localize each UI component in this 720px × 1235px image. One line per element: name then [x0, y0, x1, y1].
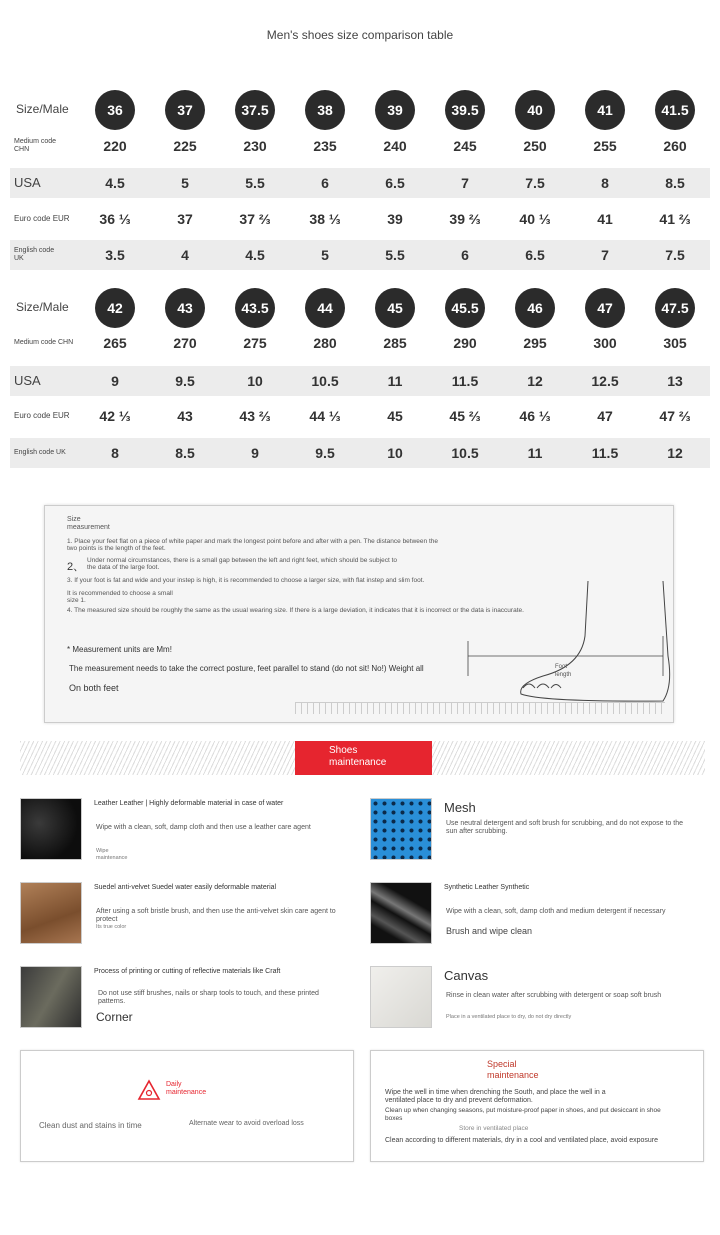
size-cell: 37 [177, 211, 193, 227]
size-header-row [10, 88, 710, 132]
material-note: Wipe maintenance [96, 848, 128, 861]
size-cell: 240 [383, 138, 407, 154]
material-title: Suedel anti-velvet Suedel water easily deformable material [94, 884, 277, 891]
size-cell: 36 ⅓ [99, 211, 131, 227]
size-cell: 6.5 [385, 175, 405, 191]
size-cell: 290 [453, 335, 477, 351]
size-cell: 295 [523, 335, 547, 351]
size-cell: 6 [461, 247, 469, 263]
measurement-heading: Size [67, 516, 81, 523]
size-row [10, 438, 710, 468]
size-circle [640, 90, 710, 130]
size-cell: 225 [173, 138, 197, 154]
size-cell: 9 [251, 445, 259, 461]
material-body: Wipe with a clean, soft, damp cloth and medium detergent if necessary [446, 908, 666, 915]
material-body: Do not use stiff brushes, nails or sharp tools to touch, and these printed patterns. [98, 990, 319, 1006]
special-line-3: Store in ventilated place [459, 1125, 529, 1132]
row-label: Medium code CHN [14, 339, 74, 347]
size-row [10, 168, 710, 198]
size-cell: 47 ⅔ [659, 408, 691, 424]
size-cell: 11 [387, 373, 403, 389]
size-cell: 3.5 [105, 247, 125, 263]
size-cell: 245 [453, 138, 477, 154]
size-value: 43 [165, 288, 205, 328]
size-cell: 235 [313, 138, 337, 154]
material-item [20, 966, 360, 1032]
size-value: 46 [515, 288, 555, 328]
size-cell: 39 [387, 211, 403, 227]
special-line-1: Wipe the well in time when drenching the South, and place the well in a ventilated place to dry and prevent deformation. [385, 1089, 606, 1105]
size-cell: 220 [103, 138, 127, 154]
size-value: 41 [585, 90, 625, 130]
measurement-step-2-num: 2、 [67, 561, 85, 573]
size-cell: 6.5 [525, 247, 545, 263]
size-cell: 275 [243, 335, 267, 351]
size-cell: 5 [181, 175, 189, 191]
size-cell: 12 [667, 445, 683, 461]
material-note: Place in a ventilated place to dry, do not dry directly [446, 1014, 572, 1020]
size-cell: 230 [243, 138, 267, 154]
mesh-swatch [370, 798, 432, 860]
size-cell: 9 [111, 373, 119, 389]
size-cell: 285 [383, 335, 407, 351]
material-note: Corner [96, 1010, 133, 1024]
size-circle [150, 90, 220, 130]
size-cell: 46 ⅓ [519, 408, 551, 424]
material-note: Its true color [96, 924, 127, 930]
daily-left: Clean dust and stains in time [39, 1121, 142, 1130]
size-value: 44 [305, 288, 345, 328]
size-cell: 10.5 [311, 373, 339, 389]
size-row [10, 401, 710, 431]
size-value: 45 [375, 288, 415, 328]
size-circle [430, 90, 500, 130]
size-cell: 8 [111, 445, 119, 461]
size-cell: 39 ⅔ [449, 211, 481, 227]
size-cell: 8 [601, 175, 609, 191]
size-cell: 41 [597, 211, 613, 227]
measurement-step-3: 3. If your foot is fat and wide and your instep is high, it is recommended to choose a larger size, with flat instep and slim foot. [67, 577, 425, 584]
measurement-step-2: Under normal circumstances, there is a small gap between the left and right feet, which should be subject to the data of the large foot. [87, 557, 397, 572]
size-cell: 270 [173, 335, 197, 351]
size-circle [360, 90, 430, 130]
daily-title: Daily maintenance [166, 1081, 207, 1097]
size-circle [360, 288, 430, 328]
size-row [10, 204, 710, 234]
size-cell: 10 [387, 445, 403, 461]
size-value: 37.5 [235, 90, 275, 130]
suede-swatch [20, 882, 82, 944]
size-cell: 44 ⅓ [309, 408, 341, 424]
size-cell: 5.5 [245, 175, 265, 191]
size-cell: 42 ⅓ [99, 408, 131, 424]
size-cell: 265 [103, 335, 127, 351]
size-circle [290, 288, 360, 328]
size-cell: 260 [663, 138, 687, 154]
size-cell: 43 ⅔ [239, 408, 271, 424]
page-title: Men's shoes size comparison table [266, 28, 454, 42]
material-item [370, 798, 710, 864]
size-cell: 7 [601, 247, 609, 263]
size-cell: 7 [461, 175, 469, 191]
size-circle [640, 288, 710, 328]
size-cell: 7.5 [665, 247, 685, 263]
size-value: 42 [95, 288, 135, 328]
size-value: 47.5 [655, 288, 695, 328]
row-label: Euro code EUR [14, 410, 70, 420]
size-cell: 11 [527, 445, 543, 461]
material-title: Canvas [444, 968, 489, 983]
maintenance-header-text: Shoes maintenance [329, 745, 387, 768]
size-cell: 10 [247, 373, 263, 389]
row-label: USA [14, 174, 41, 190]
size-label: Size/Male [16, 102, 69, 117]
warning-icon [137, 1079, 161, 1101]
svg-text:length: length [555, 672, 572, 678]
size-label: Size/Male [16, 300, 69, 315]
material-item [370, 882, 710, 948]
material-title: Mesh [444, 800, 476, 815]
size-cell: 10.5 [451, 445, 479, 461]
material-item [20, 882, 360, 948]
size-cell: 38 ⅓ [309, 211, 341, 227]
size-value: 40 [515, 90, 555, 130]
special-maintenance-box [370, 1050, 704, 1162]
size-cell: 8.5 [175, 445, 195, 461]
size-row [10, 240, 710, 270]
foot-length-label: Foot [555, 664, 568, 670]
row-label: English code UK [14, 449, 66, 457]
size-cell: 4.5 [105, 175, 125, 191]
size-row [10, 328, 710, 358]
material-body: After using a soft bristle brush, and then use the anti-velvet skin care agent to protect [96, 908, 336, 924]
size-row [10, 131, 710, 161]
synthetic-swatch [370, 882, 432, 944]
size-cell: 37 ⅔ [239, 211, 271, 227]
measurement-panel [44, 505, 674, 723]
size-cell: 7.5 [525, 175, 545, 191]
size-cell: 41 ⅔ [659, 211, 691, 227]
size-cell: 6 [321, 175, 329, 191]
foot-diagram [463, 576, 673, 706]
size-value: 47 [585, 288, 625, 328]
size-value: 39 [375, 90, 415, 130]
size-cell: 255 [593, 138, 617, 154]
size-circle [220, 288, 290, 328]
row-label: Medium code CHN [14, 138, 57, 153]
size-cell: 4 [181, 247, 189, 263]
size-cell: 5.5 [385, 247, 405, 263]
size-value: 39.5 [445, 90, 485, 130]
size-header-row [10, 286, 710, 330]
size-cell: 47 [597, 408, 613, 424]
size-cell: 250 [523, 138, 547, 154]
measurement-step-4: 4. The measured size should be roughly the same as the usual wearing size. If there is a large deviation, it indicates that it is incorrect or the data is inaccurate. [67, 607, 524, 614]
size-value: 37 [165, 90, 205, 130]
material-item [20, 798, 360, 864]
size-cell: 280 [313, 335, 337, 351]
size-value: 38 [305, 90, 345, 130]
material-title: Leather Leather | Highly deformable material in case of water [94, 800, 284, 807]
size-cell: 43 [177, 408, 193, 424]
size-cell: 40 ⅓ [519, 211, 551, 227]
material-body: Use neutral detergent and soft brush for scrubbing, and do not expose to the sun after scrubbing. [446, 820, 683, 836]
size-circle [430, 288, 500, 328]
measurement-heading-2: measurement [67, 524, 110, 531]
daily-right: Alternate wear to avoid overload loss [189, 1120, 304, 1127]
size-circle [290, 90, 360, 130]
material-title: Process of printing or cutting of reflective materials like Craft [94, 968, 281, 975]
material-title: Synthetic Leather Synthetic [444, 884, 530, 891]
row-label: Euro code EUR [14, 213, 70, 223]
size-cell: 45 ⅔ [449, 408, 481, 424]
size-cell: 4.5 [245, 247, 265, 263]
size-circle [150, 288, 220, 328]
material-item [370, 966, 710, 1032]
material-body: Wipe with a clean, soft, damp cloth and then use a leather care agent [96, 824, 311, 831]
size-circle [570, 288, 640, 328]
ruler [295, 702, 665, 714]
measurement-step-3b: It is recommended to choose a small size 1. [67, 590, 173, 605]
daily-maintenance-box [20, 1050, 354, 1162]
special-line-2: Clean up when changing seasons, put moisture-proof paper in shoes, and put desiccant in shoe boxes [385, 1107, 661, 1122]
size-value: 45.5 [445, 288, 485, 328]
size-cell: 8.5 [665, 175, 685, 191]
size-cell: 11.5 [451, 373, 479, 389]
size-circle [220, 90, 290, 130]
size-cell: 12.5 [591, 373, 619, 389]
size-value: 41.5 [655, 90, 695, 130]
size-circle [80, 288, 150, 328]
row-label: English code UK [14, 247, 55, 262]
size-circle [570, 90, 640, 130]
size-circle [80, 90, 150, 130]
size-cell: 300 [593, 335, 617, 351]
maintenance-header [295, 741, 432, 775]
size-cell: 13 [667, 373, 683, 389]
measurement-both-feet: On both feet [69, 683, 119, 693]
canvas-swatch [370, 966, 432, 1028]
row-label: USA [14, 372, 41, 388]
size-value: 36 [95, 90, 135, 130]
size-cell: 305 [663, 335, 687, 351]
material-note: Brush and wipe clean [446, 926, 533, 936]
measurement-step-1: 1. Place your feet flat on a piece of white paper and mark the longest point before and after with a pen. The distance between the two points is the length of the feet. [67, 538, 438, 553]
special-line-4: Clean according to different materials, dry in a cool and ventilated place, avoid exposure [385, 1137, 659, 1144]
size-cell: 45 [387, 408, 403, 424]
size-value: 43.5 [235, 288, 275, 328]
size-cell: 5 [321, 247, 329, 263]
material-body: Rinse in clean water after scrubbing with detergent or soap soft brush [446, 992, 662, 999]
size-cell: 9.5 [175, 373, 195, 389]
size-circle [500, 288, 570, 328]
size-cell: 12 [527, 373, 543, 389]
special-title: Special maintenance [487, 1059, 539, 1080]
size-circle [500, 90, 570, 130]
leather-swatch [20, 798, 82, 860]
measurement-posture: The measurement needs to take the correct posture, feet parallel to stand (do not sit! No!) Weight all [69, 664, 424, 673]
size-row [10, 366, 710, 396]
size-cell: 9.5 [315, 445, 335, 461]
craft-swatch [20, 966, 82, 1028]
measurement-unit: * Measurement units are Mm! [67, 645, 172, 654]
size-cell: 11.5 [591, 445, 619, 461]
